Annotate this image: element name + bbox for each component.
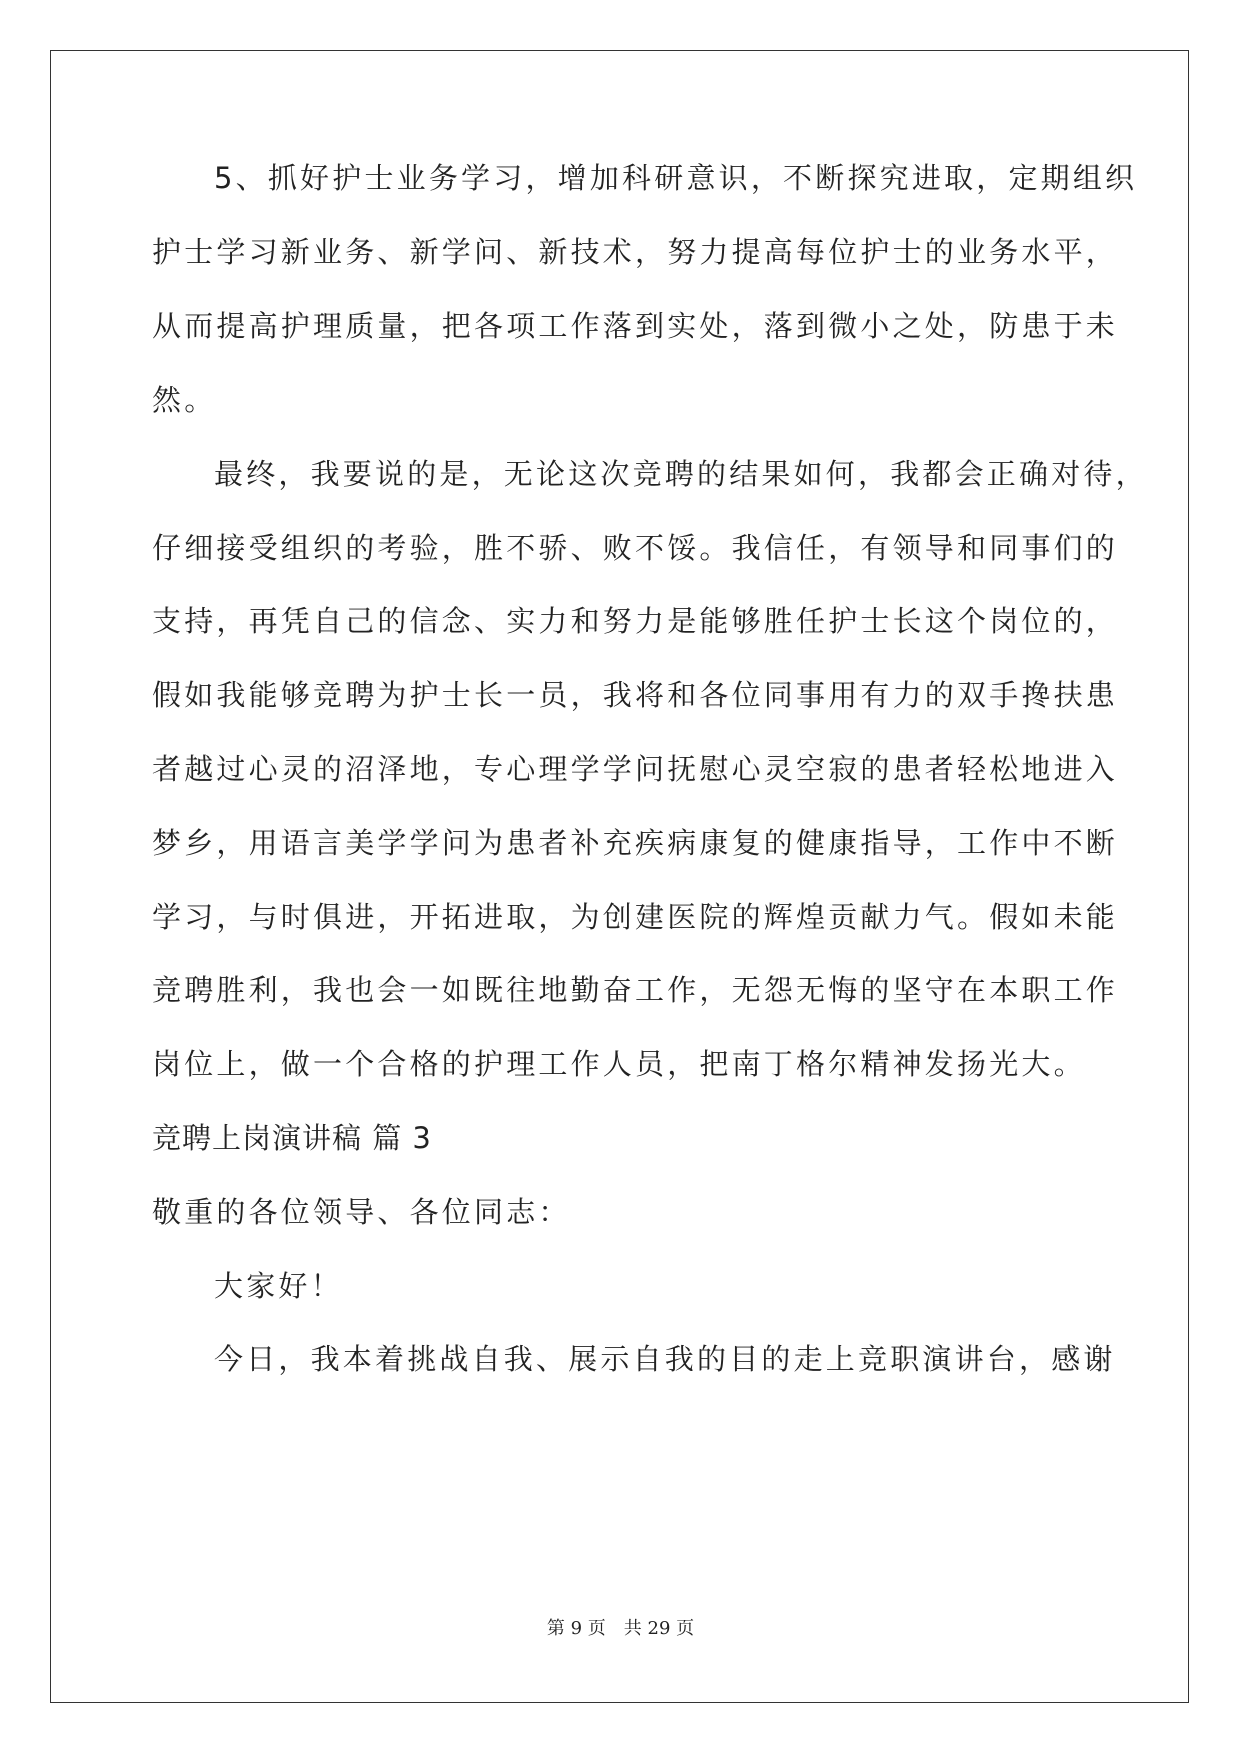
page-border [50,50,1189,1703]
section-heading: 竞聘上岗演讲稿 篇 3 [152,1121,432,1155]
text-line: 最终，我要说的是，无论这次竞聘的结果如何，我都会正确对待， [214,457,1148,491]
text-line: 岗位上，做一个合格的护理工作人员，把南丁格尔精神发扬光大。 [152,1047,1086,1081]
salutation: 敬重的各位领导、各位同志： [152,1195,571,1229]
text-line: 今日，我本着挑战自我、展示自我的目的走上竞职演讲台，感谢 [214,1342,1116,1376]
text-line: 然。 [152,383,217,417]
text-line: 5、抓好护士业务学习，增加科研意识，不断探究进取，定期组织 [214,161,1138,195]
text-line: 假如我能够竞聘为护士长一员，我将和各位同事用有力的双手搀扶患 [152,678,1119,712]
text-line: 仔细接受组织的考验，胜不骄、败不馁。我信任，有领导和同事们的 [152,531,1119,565]
text-line: 从而提高护理质量，把各项工作落到实处，落到微小之处，防患于未 [152,309,1119,343]
text-line: 护士学习新业务、新学问、新技术，努力提高每位护士的业务水平， [152,235,1119,269]
text-line: 学习，与时俱进，开拓进取，为创建医院的辉煌贡献力气。假如未能 [152,900,1119,934]
text-line: 梦乡，用语言美学学问为患者补充疾病康复的健康指导，工作中不断 [152,826,1119,860]
page-number: 第 9 页 共 29 页 [546,1618,695,1639]
text-line: 支持，再凭自己的信念、实力和努力是能够胜任护士长这个岗位的， [152,604,1119,638]
greeting: 大家好！ [214,1269,343,1303]
text-line: 竞聘胜利，我也会一如既往地勤奋工作，无怨无悔的坚守在本职工作 [152,973,1119,1007]
text-line: 者越过心灵的沼泽地，专心理学学问抚慰心灵空寂的患者轻松地进入 [152,752,1119,786]
